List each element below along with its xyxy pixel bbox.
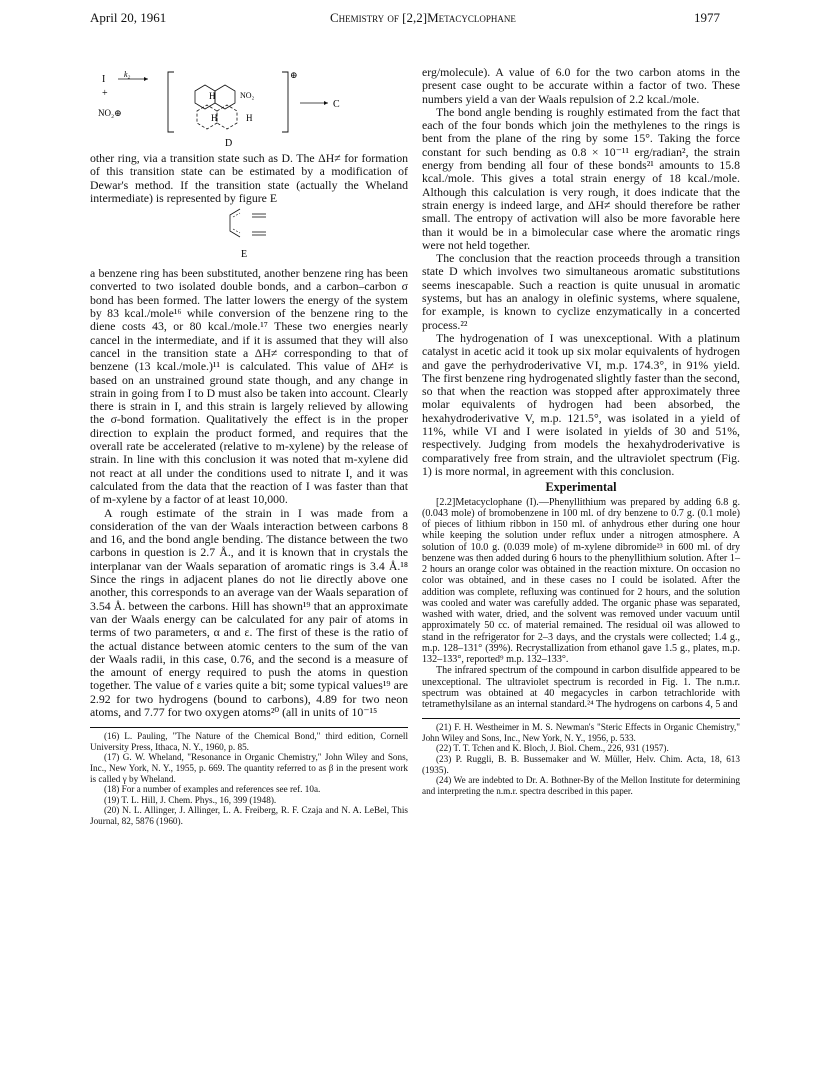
footnote-17: (17) G. W. Wheland, "Resonance in Organic Chemistry," John Wiley and Sons, Inc., New York, N. Y., 1955, p. 669. The quantity referred to as β in the present work is called γ by Wheland.: [90, 752, 408, 784]
header-journal-title: Chemistry of [2,2]Metacyclophane: [330, 10, 516, 25]
running-header: [90, 10, 720, 28]
scheme-bracket-left: [168, 72, 174, 132]
figure-e: [90, 205, 408, 267]
scheme-rate-constant: k₂: [124, 70, 131, 79]
left-footnotes: [90, 731, 408, 826]
left-paragraph-1: other ring, via a transition state such as D. The ΔH≠ for formation of this transition state can be estimated by a modification of Dewar's method. If the transition state (actually the Wheland intermediate) is represented by figure E: [90, 151, 408, 205]
footnote-21: (21) F. H. Westheimer in M. S. Newman's "Steric Effects in Organic Chemistry," John Wiley and Sons, Inc., New York, N. Y., 1956, p. 533.: [422, 722, 740, 743]
footnote-24: (24) We are indebted to Dr. A. Bothner-By of the Mellon Institute for determining and interpreting the n.m.r. spectra described in this paper.: [422, 775, 740, 796]
ring-right-upper: [215, 85, 235, 109]
scheme-arrow-2-head: [324, 101, 328, 105]
scheme-transition-state-d: [90, 66, 408, 152]
right-paragraph-4: The hydrogenation of I was unexceptional. With a platinum catalyst in acetic acid it took up six molar equivalents of hydrogen and gave the perhydroderivative VI, m.p. 174.3°, in 91% yield. The first benzene ring hydrogenated slightly faster than the second, so that when the reaction was stopped after approximately three molar equivalents of hydrogen had been absorbed, the hexahydroderivative V, m.p. 121.5°, was isolated in a yield of 11%, while VI and I were isolated in yields of 30 and 51%, respectively. Judging from models the hexahydroderivative is comparatively free from strain, and the ultraviolet spectrum (Fig. 1) is more normal, in agreement with this conclusion.: [422, 330, 740, 478]
footnote-22: (22) T. T. Tchen and K. Bloch, J. Biol. Chem., 226, 931 (1957).: [436, 743, 669, 754]
left-paragraph-3: A rough estimate of the strain in I was made from a consideration of the van der Waals interaction between carbons 8 and 16, and the bond angle bending. The distance between the two carbons in question is 2.7 Å., and it is known that in crystals the interplanar van der Waals separation of aromatic rings is 3.4 Å.¹⁸ Since the rings in adjacent planes do not lie directly above one another, this corresponds to an average van der Waals separation of 3.54 Å. between the carbons. Hill has shown¹⁹ that an approximate van der Waals energy can be calculated for any pair of atoms in terms of two parameters, α and ε. The first of these is the ratio of the actual distance between atomic centers to the sum of the van der Waals radii, in this case, 0.76, and the second is a measure of the amount of energy required to push the atoms in question together. The value of ε varies quite a bit; some typical values¹⁹ are 2.92 for two hydrogens (bound to carbons), 4.89 for two neon atoms, and 7.77 for two oxygen atoms²⁰ (all in units of 10⁻¹⁵: [90, 505, 408, 719]
ts-hydrogen-upper: H: [209, 91, 216, 101]
right-footnotes: [422, 722, 740, 796]
footnote-20: (20) N. L. Allinger, J. Allinger, L. A. Freiberg, R. F. Czaja and N. A. LeBel, This Journal, 82, 5876 (1960).: [90, 805, 408, 827]
ts-nitro-group: NO₂: [240, 91, 255, 100]
header-date: April 20, 1961: [90, 10, 167, 25]
scheme-nitronium: NO₂⊕: [98, 108, 122, 118]
left-paragraph-2: a benzene ring has been substituted, another benzene ring has been converted to two isolated double bonds, and a carbon–carbon σ bond has been formed. The latter lowers the energy of the system by 83 kcal./mole¹⁶ while conversion of the benzene ring to the diene costs 43, or 80 kcal./mole.¹⁷ These two energies nearly cancel in the intermediate, and if it is assumed that they will also cancel in the transition state a ΔH≠ corresponding to that of benzene (13 kcal./mole.)¹¹ is calculated. This value of ΔH≠ is based on an unstrained ground state though, and any change in strain in going from I to D must also be taken into account. Clearly there is strain in I, and this strain is largely relieved by allowing the σ-bond formation. Qualitatively the effect is in the proper direction to explain the product formed, and requires that the overall rate be accelerated (relative to m-xylene) by the release of strain. In line with this conclusion it was noted that m-xylene did not react at all under the conditions used to nitrate I, and it was calculated from the data that the reaction of I was faster than that of m-xylene by a factor of at least 10,000.: [90, 266, 408, 507]
scheme-product-label: C: [333, 99, 340, 110]
experimental-paragraph-1: [2.2]Metacyclophane (I).—Phenyllithium was prepared by adding 6.8 g. (0.043 mole) of bromobenzene in 100 ml. of dry benzene to 0.7 g. (0.1 mole) of pieces of lithium ribbon in 150 ml. of anhydrous ether during one hour while keeping the solution under reflux under a nitrogen atmosphere. A solution of 10.0 g. (0.039 mole) of m-xylene dibromide²³ in 600 ml. of dry benzene was then added during 6 hours to the phenyllithium solution. After 1–2 hours an orange color was obtained in the reaction mixture. On occasion no color was obtained, and in these cases no I could be isolated. After the addition was complete, refluxing was continued for 2 hours, and the solution was cooled and water was carefully added. The organic phase was separated, washed with water, dried, and the solvent was removed under vacuum until approximately 50 cc. of material remained. The residual oil was allowed to stand in the refrigerator for 2–3 days, and the crystals were collected; 1.4 g., m.p. 128–131° (39%). Recrystallization from ethanol gave 1.5 g., plates, m.p. 132–133°, reported⁹ m.p. 132–133°.: [422, 496, 740, 665]
right-paragraph-1: erg/molecule). A value of 6.0 for the two carbon atoms in the present case ought to be accurate within a factor of two. These numbers yield a van der Waals repulsion of 2.2 kcal./mole.: [422, 65, 740, 106]
section-heading-experimental: Experimental: [545, 480, 617, 495]
left-column: [90, 66, 408, 827]
fig-e-dash-1: [233, 213, 240, 217]
header-page-number: 1977: [694, 10, 720, 25]
scheme-bracket-right: [282, 72, 288, 132]
figure-e-drawing: [90, 205, 408, 267]
scheme-d-drawing: [90, 66, 408, 152]
fig-e-ring-arc: [230, 209, 240, 237]
scheme-ts-label: D: [225, 138, 233, 149]
experimental-paragraph-2: The infrared spectrum of the compound in carbon disulfide appeared to be unexceptional. The ultraviolet spectrum is recorded in Fig. 1. The n.m.r. spectrum was obtained at 40 megacycles in carbon tetrachloride with tetramethylsilane as an internal standard.²⁴ The hydrogens on carbons 4, 5 and: [422, 665, 740, 710]
ts-hydrogen-side: H: [246, 113, 253, 123]
scheme-charge: ⊕: [290, 70, 298, 80]
left-footnote-rule: [90, 727, 408, 728]
footnote-19: (19) T. L. Hill, J. Chem. Phys., 16, 399 (1948).: [104, 794, 277, 805]
scheme-reactant-label: I: [102, 74, 106, 85]
ring-right-lower: [217, 105, 237, 129]
footnote-16: (16) L. Pauling, "The Nature of the Chemical Bond," third edition, Cornell University Press, Ithaca, N. Y., 1960, p. 85.: [90, 731, 408, 752]
right-column: [422, 66, 740, 796]
footnote-18: (18) For a number of examples and references see ref. 10a.: [104, 784, 321, 795]
footnote-23: (23) P. Ruggli, B. B. Bussemaker and W. Müller, Helv. Chim. Acta, 18, 613 (1935).: [422, 754, 740, 775]
right-paragraph-2: The bond angle bending is roughly estimated from the fact that each of the four bonds which join the methylenes to the rings is bent from the plane of the ring by some 15°. Taking the force constant for such bending as 0.8 × 10⁻¹¹ erg/radian², the strain energy from bending all four of these bonds²¹ amounts to 15.8 kcal./mole. This gives a total strain energy of 18 kcal./mole. Although this calculation is very rough, it does indicate that the strain energy is indeed large, and ΔH≠ should therefore be rather small. The entropy of activation will also be more favorable here than it would be in a bimolecular case where the aromatic rings were not held together.: [422, 104, 740, 252]
scheme-arrow-1-head: [144, 77, 148, 81]
ts-hydrogen-lower: H: [211, 113, 218, 123]
scheme-plus-sign: +: [102, 88, 108, 99]
figure-e-label: E: [241, 249, 248, 261]
fig-e-dash-2: [233, 229, 240, 233]
right-paragraph-3: The conclusion that the reaction proceeds through a transition state D which involves two simultaneous aromatic substitutions seems inescapable. Such a reaction is quite unusual in aromatic systems, but has an analogy in olefinic systems, where squalene, for example, is known to cyclize enzymatically in a concerted process.²²: [422, 251, 740, 332]
right-footnote-rule: [422, 718, 740, 719]
